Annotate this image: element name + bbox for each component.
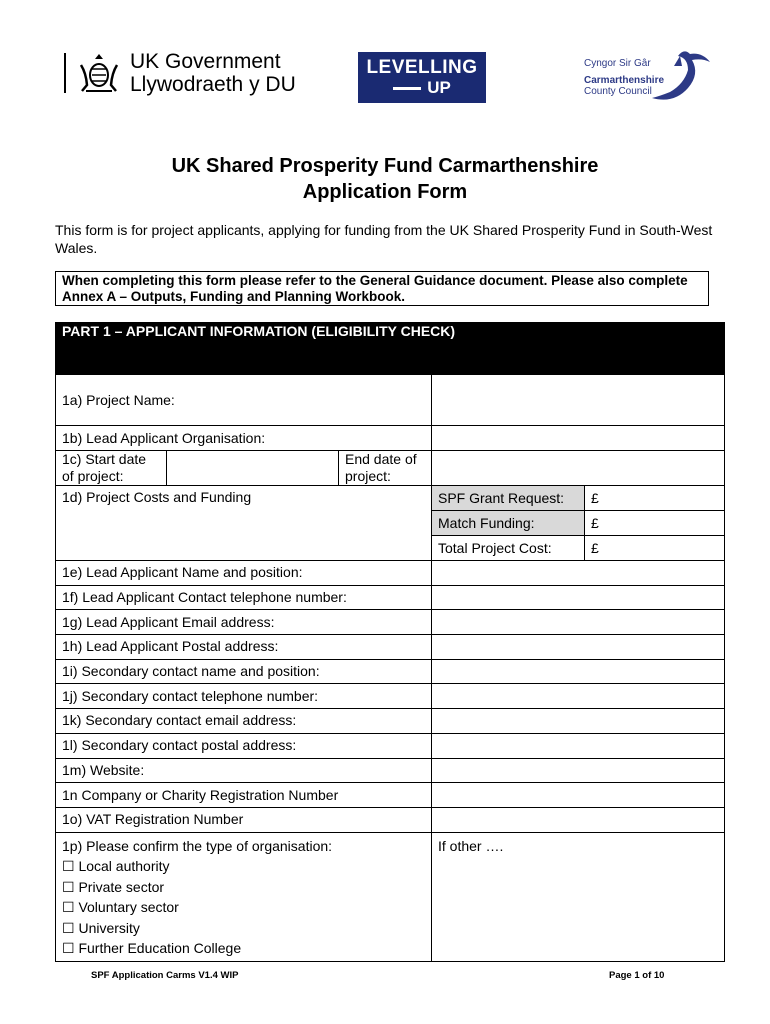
option-voluntary-sector[interactable] xyxy=(62,897,425,918)
option-further-education[interactable] xyxy=(62,938,425,959)
levelling-text: LEVELLING xyxy=(366,57,478,78)
ukgov-name-cy: Llywodraeth y DU xyxy=(130,73,296,96)
part1-header: PART 1 – APPLICANT INFORMATION (ELIGIBILITY CHECK) xyxy=(56,323,725,375)
secondary-name-field[interactable] xyxy=(432,659,725,684)
secondary-name-label: 1i) Secondary contact name and position: xyxy=(56,659,432,684)
option-label: Voluntary sector xyxy=(78,899,179,916)
logo-divider xyxy=(64,53,66,93)
table-row xyxy=(56,733,725,758)
table-row xyxy=(56,486,725,511)
option-local-authority[interactable] xyxy=(62,856,425,877)
secondary-email-label: 1k) Secondary contact email address: xyxy=(56,709,432,734)
checkbox-icon[interactable]: ☐ xyxy=(62,940,75,957)
table-row xyxy=(56,758,725,783)
footer-doc-ref: SPF Application Carms V1.4 WIP xyxy=(91,970,239,981)
project-name-label: 1a) Project Name: xyxy=(56,375,432,426)
spf-grant-label: SPF Grant Request: xyxy=(432,486,585,511)
project-name-field[interactable] xyxy=(432,375,725,426)
table-row xyxy=(56,684,725,709)
table-row xyxy=(56,709,725,734)
title-line-1: UK Shared Prosperity Fund Carmarthenshire xyxy=(171,155,599,177)
lead-org-field[interactable] xyxy=(432,426,725,451)
council-subtitle: County Council xyxy=(584,86,652,97)
spf-grant-field[interactable]: £ xyxy=(585,486,725,511)
vat-field[interactable] xyxy=(432,807,725,832)
option-label: University xyxy=(78,919,140,936)
secondary-phone-label: 1j) Secondary contact telephone number: xyxy=(56,684,432,709)
registration-field[interactable] xyxy=(432,783,725,808)
total-cost-label: Total Project Cost: xyxy=(432,536,585,561)
table-row xyxy=(56,561,725,586)
match-funding-label: Match Funding: xyxy=(432,511,585,536)
if-other-field[interactable]: If other …. xyxy=(432,832,725,961)
option-label: Further Education College xyxy=(78,940,242,957)
lead-org-label: 1b) Lead Applicant Organisation: xyxy=(56,426,432,451)
checkbox-icon[interactable]: ☐ xyxy=(62,858,75,875)
lead-name-label: 1e) Lead Applicant Name and position: xyxy=(56,561,432,586)
secondary-phone-field[interactable] xyxy=(432,684,725,709)
option-private-sector[interactable] xyxy=(62,877,425,898)
table-row xyxy=(56,610,725,635)
checkbox-icon[interactable]: ☐ xyxy=(62,878,75,895)
registration-label: 1n Company or Charity Registration Number xyxy=(56,783,432,808)
option-university[interactable] xyxy=(62,918,425,939)
page-title xyxy=(0,153,770,205)
lead-phone-label: 1f) Lead Applicant Contact telephone number: xyxy=(56,585,432,610)
council-logo xyxy=(582,48,712,106)
checkbox-icon[interactable]: ☐ xyxy=(62,919,75,936)
org-type-cell xyxy=(56,832,432,961)
lead-postal-label: 1h) Lead Applicant Postal address: xyxy=(56,635,432,660)
lead-name-field[interactable] xyxy=(432,561,725,586)
lead-email-label: 1g) Lead Applicant Email address: xyxy=(56,610,432,635)
start-date-label: 1c) Start date of project: xyxy=(56,451,167,486)
guidance-notice: When completing this form please refer to the General Guidance document. Please also complete Annex A – Outputs, Funding and Planning Workbook. xyxy=(55,271,709,306)
option-label: Private sector xyxy=(78,878,165,895)
lead-email-field[interactable] xyxy=(432,610,725,635)
end-date-label: End date of project: xyxy=(339,451,432,486)
start-date-field[interactable] xyxy=(167,451,339,486)
option-label: Local authority xyxy=(78,858,170,875)
table-row xyxy=(56,783,725,808)
table-row xyxy=(56,426,725,451)
uk-government-logo xyxy=(64,50,296,96)
secondary-postal-label: 1l) Secondary contact postal address: xyxy=(56,733,432,758)
footer-page-number: Page 1 of 10 xyxy=(609,970,665,981)
title-line-2: Application Form xyxy=(302,181,468,203)
part1-table xyxy=(55,322,725,962)
secondary-email-field[interactable] xyxy=(432,709,725,734)
costs-label: 1d) Project Costs and Funding xyxy=(56,486,432,561)
up-text: UP xyxy=(427,78,451,97)
dash-icon xyxy=(393,87,421,90)
table-row xyxy=(56,375,725,426)
table-row xyxy=(56,585,725,610)
total-cost-field[interactable]: £ xyxy=(585,536,725,561)
table-row xyxy=(56,807,725,832)
levelling-up-logo xyxy=(358,52,486,103)
table-row xyxy=(56,832,725,961)
table-row xyxy=(56,451,725,486)
table-row xyxy=(56,635,725,660)
website-label: 1m) Website: xyxy=(56,758,432,783)
checkbox-icon[interactable]: ☐ xyxy=(62,899,75,916)
council-name-cy: Cyngor Sir Gâr xyxy=(584,58,651,69)
ukgov-name-en: UK Government xyxy=(130,50,281,73)
royal-crest-icon xyxy=(78,51,120,95)
lead-postal-field[interactable] xyxy=(432,635,725,660)
match-funding-field[interactable]: £ xyxy=(585,511,725,536)
intro-text: This form is for project applicants, applying for funding from the UK Shared Prosperity Fund in South-West Wales. xyxy=(55,222,713,256)
vat-label: 1o) VAT Registration Number xyxy=(56,807,432,832)
org-type-label: 1p) Please confirm the type of organisation: xyxy=(62,837,333,854)
table-row xyxy=(56,659,725,684)
lead-phone-field[interactable] xyxy=(432,585,725,610)
part1-header-row xyxy=(56,323,725,375)
website-field[interactable] xyxy=(432,758,725,783)
end-date-field[interactable] xyxy=(432,451,725,486)
logo-bar xyxy=(0,0,770,120)
council-name-en: Carmarthenshire xyxy=(584,75,665,86)
secondary-postal-field[interactable] xyxy=(432,733,725,758)
